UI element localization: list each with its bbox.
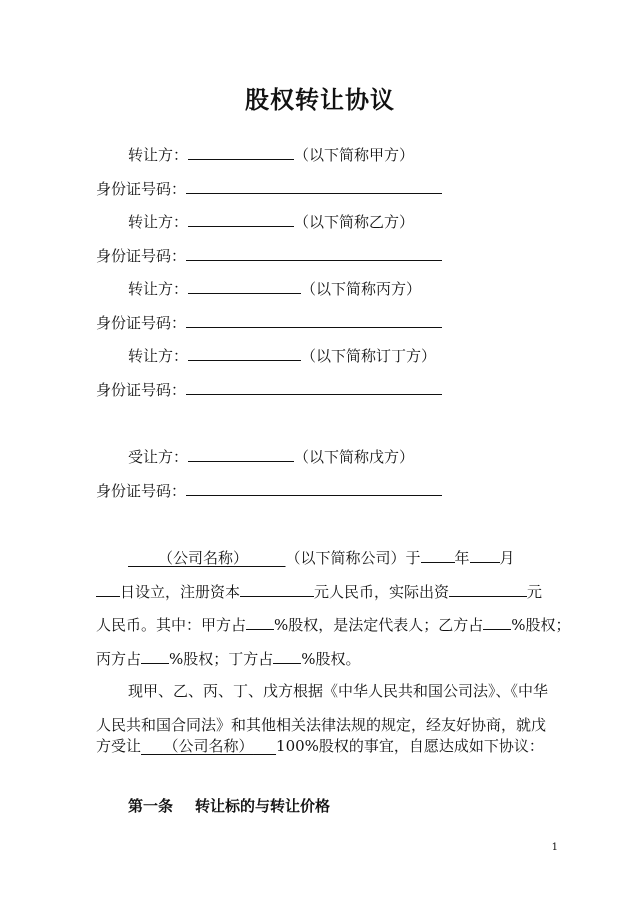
year-blank <box>421 547 455 563</box>
company-name-placeholder: （公司名称） <box>163 737 254 755</box>
party-a-share-blank <box>246 614 274 630</box>
company-name-placeholder: （公司名称） <box>158 549 249 567</box>
day-blank <box>96 581 120 597</box>
party-name-blank <box>188 345 301 361</box>
party-b-share-blank <box>483 614 511 630</box>
id-blank <box>186 178 442 194</box>
party-name-blank <box>188 278 301 294</box>
id-label: 身份证号码： <box>96 482 187 500</box>
capital-blank <box>240 581 314 597</box>
party-alias: （以下简称丙方） <box>301 280 422 298</box>
party-label: 转让方： <box>128 347 189 365</box>
transferee-line <box>128 446 414 467</box>
party-4-id-line <box>96 379 442 400</box>
party-3-id-line <box>96 312 442 333</box>
party-1-id-line <box>96 178 442 199</box>
party-4-line <box>128 345 436 366</box>
company-para-line-1: （公司名称） （以下简称公司）于 年 月 <box>128 547 515 568</box>
party-1-line <box>128 144 414 165</box>
id-blank <box>186 379 442 395</box>
party-name-blank <box>188 211 294 227</box>
party-name-blank <box>188 144 294 160</box>
document-title: 股权转让协议 <box>245 85 395 114</box>
id-label: 身份证号码： <box>96 180 187 198</box>
id-blank <box>186 245 442 261</box>
month-blank <box>470 547 500 563</box>
agreement-para-line-2: 人民共和国合同法》和其他相关法律法规的规定，经友好协商，就戊 <box>96 716 547 734</box>
id-label: 身份证号码： <box>96 247 187 265</box>
party-c-share-blank <box>141 648 169 664</box>
agreement-para-line-1: 现甲、乙、丙、丁、戊方根据《中华人民共和国公司法》、《中华 <box>128 682 549 700</box>
party-3-line <box>128 278 421 299</box>
article-number: 第一条 <box>128 797 174 815</box>
id-label: 身份证号码： <box>96 381 187 399</box>
party-name-blank <box>188 446 294 462</box>
paid-in-blank <box>449 581 527 597</box>
party-d-share-blank <box>273 648 301 664</box>
party-alias: （以下简称订丁方） <box>301 347 437 365</box>
page-number: 1 <box>551 842 558 853</box>
id-blank <box>186 480 442 496</box>
party-alias: （以下简称甲方） <box>294 146 415 164</box>
company-para-line-4: 丙方占 %股权；丁方占 %股权。 <box>96 650 361 668</box>
party-label: 转让方： <box>128 146 189 164</box>
id-blank <box>186 312 442 328</box>
party-2-line <box>128 211 414 232</box>
article-heading <box>128 795 352 816</box>
party-label: 转让方： <box>128 280 189 298</box>
party-2-id-line <box>96 245 442 266</box>
party-label: 转让方： <box>128 213 189 231</box>
party-label: 受让方： <box>128 448 189 466</box>
company-para-line-2: 日设立，注册资本 元人民币，实际出资 元 <box>96 581 542 602</box>
article-title: 转让标的与转让价格 <box>195 797 331 815</box>
id-label: 身份证号码： <box>96 314 187 332</box>
transferee-id-line <box>96 480 442 501</box>
party-alias: （以下简称戊方） <box>294 448 415 466</box>
company-para-line-3: 人民币。其中：甲方占 %股权，是法定代表人；乙方占 %股权； <box>96 616 571 634</box>
party-alias: （以下简称乙方） <box>294 213 415 231</box>
agreement-para-line-3: 方受让 （公司名称） 100%股权的事宜，自愿达成如下协议： <box>96 737 544 755</box>
